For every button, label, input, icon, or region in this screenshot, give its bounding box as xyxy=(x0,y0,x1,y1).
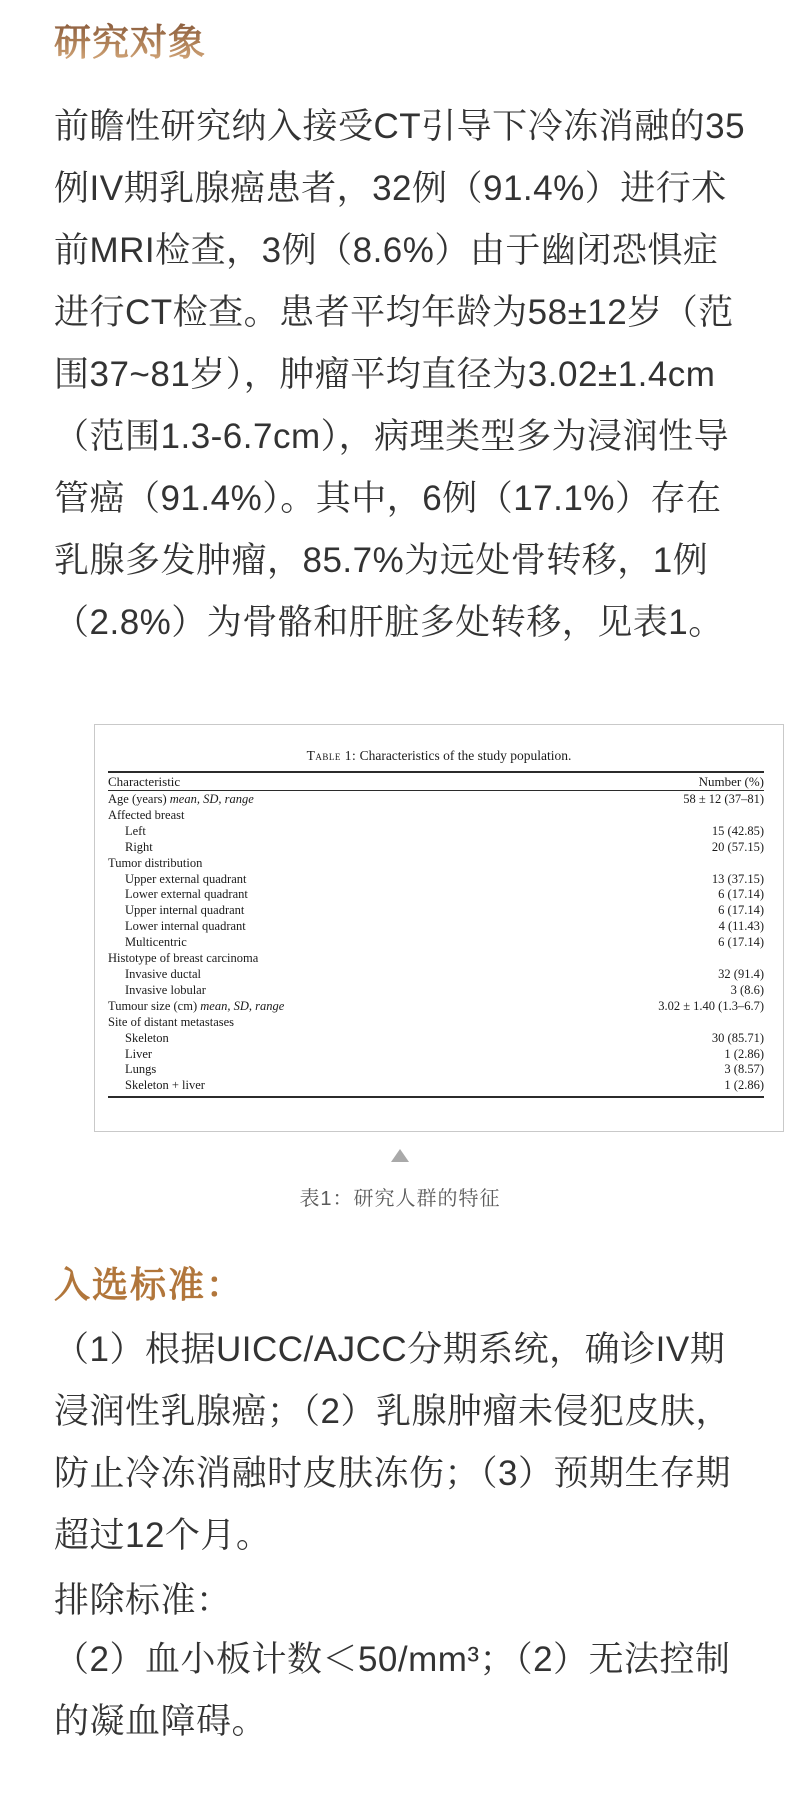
row-label: Invasive lobular xyxy=(125,982,206,997)
row-label: Histotype of breast carcinoma xyxy=(108,951,259,966)
row-label: Affected breast xyxy=(108,807,185,822)
row-label: Skeleton xyxy=(125,1030,169,1045)
table-row xyxy=(108,887,764,903)
row-value: 1 (2.86) xyxy=(724,1046,764,1061)
row-label: Lower internal quadrant xyxy=(125,919,246,934)
table-row xyxy=(108,935,764,951)
table-header-characteristic: Characteristic xyxy=(108,774,181,789)
table-row xyxy=(108,919,764,935)
table-title-text: Characteristics of the study population. xyxy=(356,748,572,763)
row-value: 20 (57.15) xyxy=(711,839,764,854)
row-label: Upper internal quadrant xyxy=(125,903,245,918)
row-label: Lungs xyxy=(125,1062,157,1077)
row-value: 3 (8.6) xyxy=(730,982,764,997)
table-row xyxy=(108,967,764,983)
row-value: 6 (17.14) xyxy=(718,887,764,902)
row-value: 58 ± 12 (37–81) xyxy=(683,792,764,806)
row-value: 3.02 ± 1.40 (1.3–6.7) xyxy=(658,998,764,1013)
row-value: 15 (42.85) xyxy=(711,823,764,838)
row-label: Multicentric xyxy=(125,935,187,950)
inclusion-criteria-text: （1）根据UICC/AJCC分期系统，确诊IV期浸润性乳腺癌；（2）乳腺肿瘤未侵犯皮肤，防止冷冻消融时皮肤冻伤；（3）预期生存期超过12个月。 xyxy=(54,1330,731,1555)
row-label: Tumor distribution xyxy=(108,855,203,870)
row-label: Invasive ductal xyxy=(125,966,202,981)
row-value: 6 (17.14) xyxy=(718,903,764,918)
table-row xyxy=(108,951,764,967)
exclusion-criteria-text: （2）血小板计数＜50/mm³；（2）无法控制的凝血障碍。 xyxy=(54,1640,731,1741)
table-row xyxy=(108,824,764,840)
row-value: 32 (91.4) xyxy=(718,966,764,981)
table-row xyxy=(108,999,764,1015)
table-row xyxy=(108,1062,764,1078)
row-value: 3 (8.57) xyxy=(724,1062,764,1077)
table-row xyxy=(108,840,764,856)
table-row xyxy=(108,856,764,872)
row-label: Age (years) mean, SD, range xyxy=(108,792,254,806)
table-row xyxy=(108,1015,764,1031)
triangle-up-icon xyxy=(391,1149,409,1162)
row-label: Lower external quadrant xyxy=(125,887,248,902)
study-description-text: 前瞻性研究纳入接受CT引导下冷冻消融的35例IV期乳腺癌患者，32例（91.4%）进行术前MRI检查，3例（8.6%）由于幽闭恐惧症进行CT检查。患者平均年龄为58±12岁（范围37~81岁），肿瘤平均直径为3.02±1.4cm（范围1.3-6.7cm），病理类型多为浸润性导管癌（91.4%）。其中，6例（17.1%）存在乳腺多发肿瘤，85.7%为远处骨转移，1例（2.8%）为骨骼和肝脏多处转移，见表1。 xyxy=(54,107,746,642)
row-value: 1 (2.86) xyxy=(724,1078,764,1093)
row-label: Tumour size (cm) mean, SD, range xyxy=(108,998,285,1013)
row-label: Left xyxy=(125,823,146,838)
table-row xyxy=(108,792,764,808)
row-label: Site of distant metastases xyxy=(108,1014,235,1029)
table-caption: 表1：研究人群的特征 xyxy=(299,1188,501,1210)
characteristics-table xyxy=(108,771,764,1098)
table-title-label: Table 1: xyxy=(306,748,357,763)
table-row xyxy=(108,1078,764,1094)
row-value: 4 (11.43) xyxy=(718,919,764,934)
table1-figure xyxy=(94,724,784,1132)
table-title xyxy=(105,747,773,764)
table-row xyxy=(108,983,764,999)
table-rows xyxy=(108,791,764,1098)
row-value: 30 (85.71) xyxy=(711,1030,764,1045)
table-row xyxy=(108,872,764,888)
row-value: 6 (17.14) xyxy=(718,935,764,950)
row-value: 13 (37.15) xyxy=(711,871,764,886)
section-heading-study-subjects: 研究对象 xyxy=(54,20,206,64)
section-heading-inclusion-criteria: 入选标准： xyxy=(54,1264,245,1305)
row-label: Upper external quadrant xyxy=(125,871,247,886)
table-row xyxy=(108,808,764,824)
table-header xyxy=(108,771,764,791)
table-row xyxy=(108,1047,764,1063)
table-row xyxy=(108,903,764,919)
exclusion-criteria-heading: 排除标准： xyxy=(54,1581,232,1620)
row-label: Right xyxy=(125,839,153,854)
row-label: Liver xyxy=(125,1046,153,1061)
table-header-number: Number (%) xyxy=(698,774,764,789)
table-row xyxy=(108,1031,764,1047)
row-label: Skeleton + liver xyxy=(125,1078,205,1093)
